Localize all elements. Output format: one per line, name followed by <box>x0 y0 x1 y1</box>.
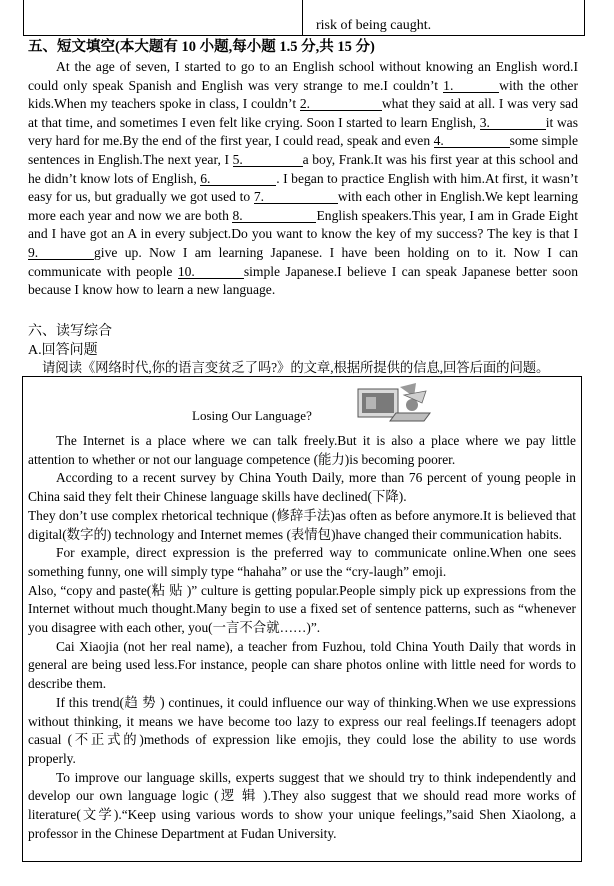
paragraph-text: They don’t use complex rhetorical technique (修辞手法)as often as before anymore.It is believed that digital(数字的) technology and Internet memes (表情包)have changed their communication habits. <box>28 507 576 542</box>
blank-3[interactable]: 3. <box>480 116 546 130</box>
paragraph-text: Also, “copy and paste(粘 贴 )” culture is getting popular.People simply pick up expressions from the Internet without much thought.Many begin to use a fixed set of sentence patterns, such as “whenever you disagree with each other, you(一言不合就……)”. <box>28 582 576 636</box>
table-cell-text: risk of being caught. <box>316 18 432 33</box>
article-paragraph <box>28 582 576 638</box>
article-paragraph <box>28 544 576 581</box>
passage-text: simple Japanese.I believe I can speak Japanese better soon because I know how to learn a new language. <box>28 263 578 298</box>
article-paragraph <box>28 469 576 506</box>
section6-heading: 六、读写综合 <box>28 324 112 339</box>
table-divider <box>302 0 303 35</box>
blank-8[interactable]: 8. <box>232 209 316 223</box>
passage-text: what they said at all. I was very sad at that time, and sometimes I even felt like crying. Soon I started to learn English, <box>28 96 579 130</box>
blank-4[interactable]: 4. <box>434 134 510 148</box>
passage-text: a boy, Frank.It was his first year at this school and he didn’t know lots of English, <box>28 151 578 186</box>
reading-instruction: 请阅读《网络时代,你的语言变贫乏了吗?》的文章,根据所提供的信息,回答后面的问题。 <box>42 360 550 375</box>
article-paragraph <box>28 769 576 844</box>
paragraph-text: According to a recent survey by China Youth Daily, more than 76 percent of young people in China said they felt their Chinese language skills have declined(下降). <box>28 470 576 505</box>
blank-6[interactable]: 6. <box>200 172 276 186</box>
paragraph-text: Cai Xiaojia (not her real name), a teacher from Fuzhou, told China Youth Daily that words in general are being used less.For instance, people can share photos online with little need for words to describe them. <box>28 638 576 692</box>
passage-text: with each other in English.We kept learning more each year and now we are both <box>28 189 578 223</box>
article-paragraph <box>28 507 576 544</box>
passage-text: with the other kids.When my teachers spoke in class, I couldn’t <box>28 77 578 112</box>
section6-sub-heading: A.回答问题 <box>28 343 98 358</box>
passage-text: it was very hard for me.By the end of the first year, I could read, speak and even <box>28 114 579 149</box>
article-paragraph <box>28 638 576 694</box>
cloze-passage <box>28 58 578 300</box>
passage-text: . I began to practice English with him.At first, it wasn’t easy for us, but gradually we got used to <box>28 170 578 205</box>
paragraph-text: The Internet is a place where we can talk freely.But it is also a place where we pay little attention to whether or not our language competence (能力)is becoming poorer. <box>28 433 576 467</box>
passage-text: give up. Now I am learning Japanese. I have been holding on to it. Now I can communicate with people <box>28 244 578 279</box>
passage-text: some simple sentences in English.The next year, I <box>28 133 579 167</box>
passage-text: English speakers.This year, I am in Grade Eight and I have got an A in every subject.Do you want to know the key of my success? The key is that I <box>28 207 578 242</box>
top-table <box>23 0 585 36</box>
article-body <box>28 432 576 843</box>
blank-7[interactable]: 7. <box>254 190 338 204</box>
computer-illustration-icon <box>356 383 432 423</box>
blank-2[interactable]: 2. <box>300 97 382 111</box>
paragraph-text: If this trend(趋 势 ) continues, it could influence our way of thinking.When we use expressions without thinking, it means we have become too lazy to express our real feelings.If teenagers adopt casual (不正式的)methods of expression like emojis, they could lose the ability to use words properly. <box>28 694 576 766</box>
blank-10[interactable]: 10. <box>178 265 244 279</box>
blank-1[interactable]: 1. <box>443 79 499 93</box>
article-paragraph <box>28 694 576 769</box>
passage-text: At the age of seven, I started to go to an English school without knowing an English word.I could only speak Spanish and English was very strange to me.I couldn’t <box>28 59 578 93</box>
article-title: Losing Our Language? <box>192 408 312 423</box>
section5-heading: 五、短文填空(本大题有 10 小题,每小题 1.5 分,共 15 分) <box>28 39 375 55</box>
blank-9[interactable]: 9. <box>28 246 94 260</box>
paragraph-text: To improve our language skills, experts suggest that we should try to think independently and develop our own language logic (逻 辑 ).They also suggest that we should read more works of literature(文学).“Keep using various words to show your unique feelings,”said Shen Xiaolong, a professor in the Chinese Department at Fudan University. <box>28 769 576 841</box>
article-paragraph <box>28 432 576 469</box>
paragraph-text: For example, direct expression is the preferred way to communicate online.When one sees something funny, one will simply type “hahaha” or use the “cry-laugh” emoji. <box>28 545 576 579</box>
blank-5[interactable]: 5. <box>233 153 303 167</box>
